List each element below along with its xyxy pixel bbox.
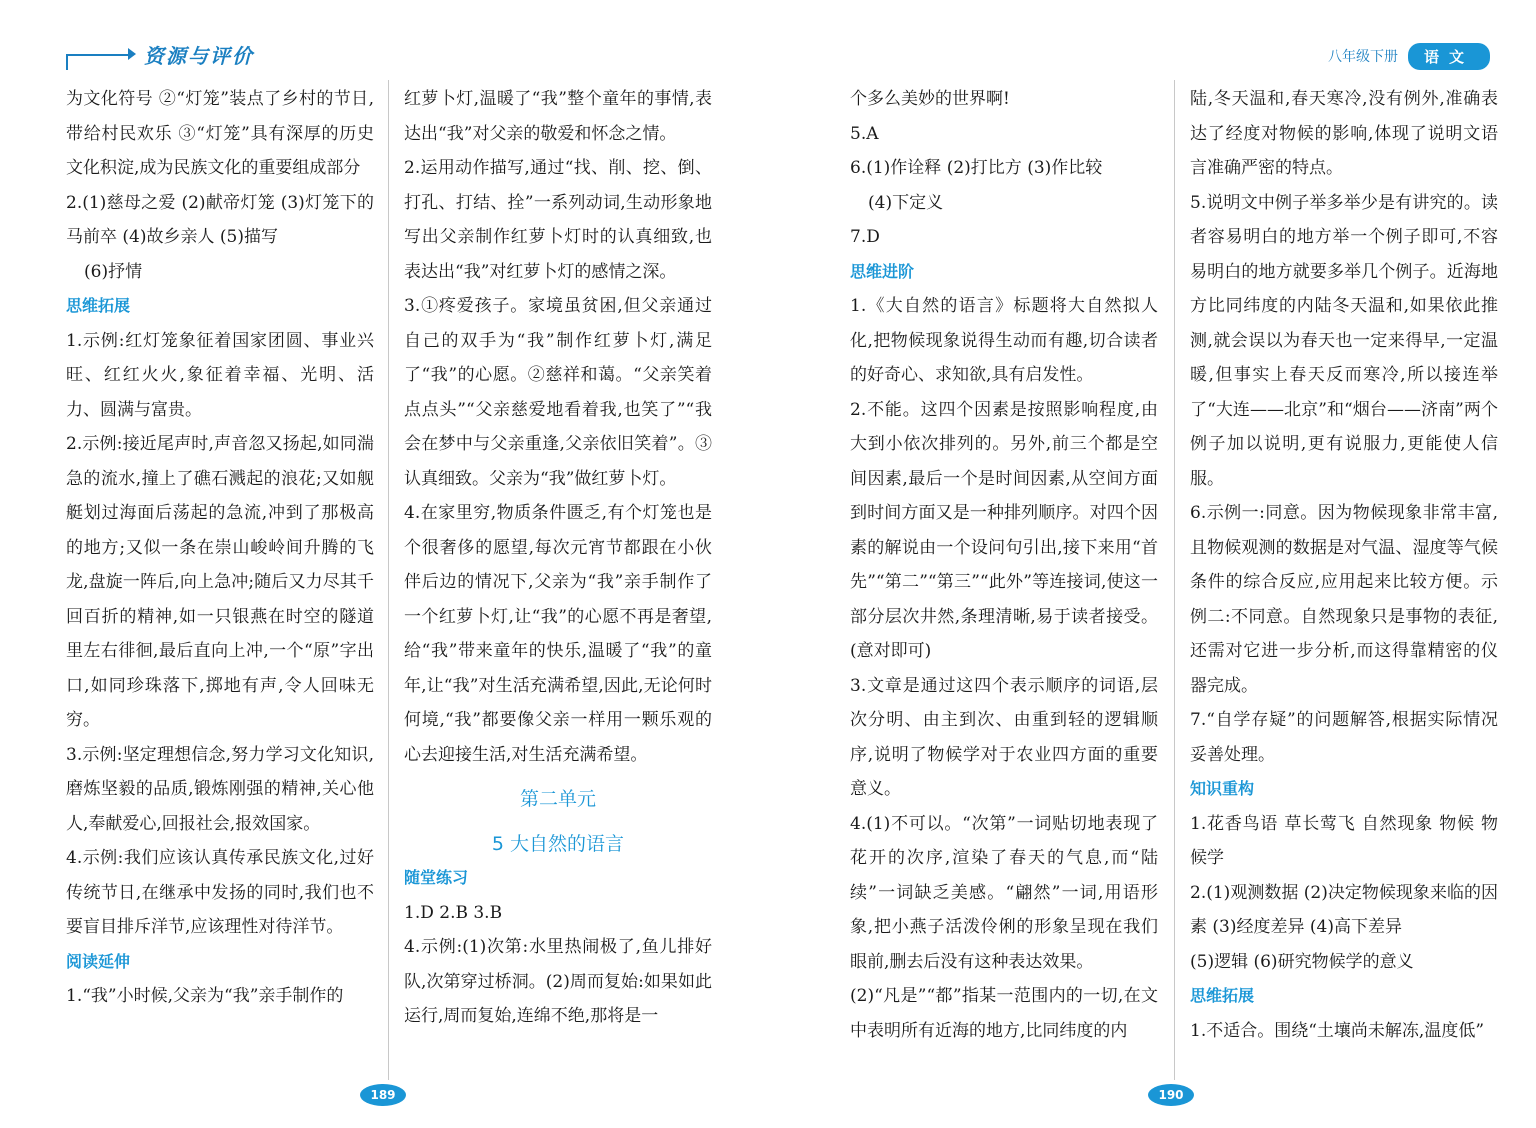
answer-column-4 bbox=[1190, 82, 1498, 1048]
answer-paragraph: 1.《大自然的语言》标题将大自然拟人化,把物候现象说得生动而有趣,切合读者的好奇心、求知欲,具有启发性。 bbox=[850, 296, 1158, 385]
grade-label: 八年级下册 bbox=[1327, 49, 1398, 65]
answer-column-3 bbox=[850, 82, 1158, 1048]
answer-paragraph: 个多么美妙的世界啊! bbox=[850, 89, 1010, 109]
section-heading: 知识重构 bbox=[1190, 779, 1255, 798]
answer-paragraph: 4.(1)不可以。“次第”一词贴切地表现了花开的次序,渲染了春天的气息,而“陆续”一词缺乏美感。“翩然”一词,用语形象,把小燕子活泼伶俐的形象呈现在我们眼前,删去后没有这种表达效果。 bbox=[850, 813, 1158, 972]
answer-paragraph: 1.D 2.B 3.B bbox=[404, 902, 503, 923]
answer-paragraph: (2)“凡是”“都”指某一范围内的一切,在文中表明所有近海的地方,比同纬度的内 bbox=[850, 986, 1158, 1041]
answer-paragraph: 3.①疼爱孩子。家境虽贫困,但父亲通过自己的双手为“我”制作红萝卜灯,满足了“我”的心愿。②慈祥和蔼。“父亲笑着点点头”“父亲慈爱地看着我,也笑了”“我会在梦中与父亲重逢,父亲依旧笑着”。③认真细致。父亲为“我”做红萝卜灯。 bbox=[404, 296, 712, 489]
column-divider bbox=[1174, 80, 1175, 1080]
answer-paragraph: 红萝卜灯,温暖了“我”整个童年的事情,表达出“我”对父亲的敬爱和怀念之情。 bbox=[404, 89, 712, 144]
answer-paragraph: 2.运用动作描写,通过“找、削、挖、倒、打孔、打结、拴”一系列动词,生动形象地写出父亲制作红萝卜灯时的认真细致,也表达出“我”对红萝卜灯的感情之深。 bbox=[404, 158, 712, 282]
answer-paragraph: 1.花香鸟语 草长莺飞 自然现象 物候 物候学 bbox=[1190, 813, 1498, 868]
answer-paragraph: 5.A bbox=[850, 123, 879, 144]
answer-paragraph: 3.示例:坚定理想信念,努力学习文化知识,磨炼坚毅的品质,锻炼刚强的精神,关心他人,奉献爱心,回报社会,报效国家。 bbox=[66, 744, 374, 834]
header-bracket-line bbox=[66, 54, 68, 70]
answer-paragraph: 4.在家里穷,物质条件匮乏,有个灯笼也是个很奢侈的愿望,每次元宵节都跟在小伙伴后边的情况下,父亲为“我”亲手制作了一个红萝卜灯,让“我”的心愿不再是奢望,给“我”带来童年的快乐,温暖了“我”的童年,让“我”对生活充满希望,因此,无论何时何境,“我”都要像父亲一样用一颗乐观的心去迎接生活,对生活充满希望。 bbox=[404, 503, 712, 765]
answer-paragraph: 4.示例:(1)次第:水里热闹极了,鱼儿排好队,次第穿过桥洞。(2)周而复始:如果如此运行,周而复始,连绵不绝,那将是一 bbox=[404, 937, 712, 1026]
answer-paragraph: (5)逻辑 (6)研究物候学的意义 bbox=[1190, 951, 1414, 972]
answer-paragraph: 2.不能。这四个因素是按照影响程度,由大到小依次排列的。另外,前三个都是空间因素,最后一个是时间因素,从空间方面到时间方面又是一种排列顺序。对四个因素的解说由一个设问句引出,接下来用“首先”“第二”“第三”“此外”等连接词,使这一部分层次井然,条理清晰,易于读者接受。(意对即可) bbox=[850, 399, 1158, 661]
unit-title: 第二单元 bbox=[519, 788, 596, 810]
answer-column-2 bbox=[404, 82, 712, 1034]
column-divider bbox=[388, 80, 389, 1080]
answer-paragraph: (6)抒情 bbox=[84, 261, 143, 282]
series-title: 资源与评价 bbox=[144, 44, 254, 68]
answer-paragraph: 7.“自学存疑”的问题解答,根据实际情况妥善处理。 bbox=[1190, 710, 1498, 765]
answer-paragraph: 1.“我”小时候,父亲为“我”亲手制作的 bbox=[66, 986, 344, 1006]
answer-paragraph: 4.示例:我们应该认真传承民族文化,过好传统节日,在继承中发扬的同时,我们也不要盲目排斥洋节,应该理性对待洋节。 bbox=[66, 848, 374, 937]
series-header bbox=[66, 40, 326, 70]
answer-paragraph: 5.说明文中例子举多举少是有讲究的。读者容易明白的地方举一个例子即可,不容易明白的地方就要多举几个例子。近海地方比同纬度的内陆冬天温和,如果依此推测,就会误以为春天也一定来得早,一定温暖,但事实上春天反而寒冷,所以接连举了“大连——北京”和“烟台——济南”两个例子加以说明,更有说服力,更能使人信服。 bbox=[1190, 192, 1498, 489]
answer-paragraph: 6.示例一:同意。因为物候现象非常丰富,且物候观测的数据是对气温、湿度等气候条件的综合反应,应用起来比较方便。示例二:不同意。自然现象只是事物的表征,还需对它进一步分析,而这得靠精密的仪器完成。 bbox=[1190, 503, 1498, 696]
page-number-left: 189 bbox=[360, 1084, 406, 1106]
header-rule bbox=[66, 54, 130, 56]
page-number-right: 190 bbox=[1148, 1084, 1194, 1106]
section-heading: 思维拓展 bbox=[66, 296, 131, 315]
section-heading: 随堂练习 bbox=[404, 868, 469, 887]
answer-paragraph: 1.不适合。围绕“土壤尚未解冻,温度低” bbox=[1190, 1020, 1485, 1041]
answer-column-1 bbox=[66, 82, 374, 1014]
answer-paragraph: 1.示例:红灯笼象征着国家团圆、事业兴旺、红红火火,象征着幸福、光明、活力、圆满与富贵。 bbox=[66, 330, 374, 420]
answer-paragraph: (4)下定义 bbox=[868, 192, 944, 213]
answer-paragraph: 6.(1)作诠释 (2)打比方 (3)作比较 bbox=[850, 158, 1103, 178]
answer-paragraph: 为文化符号 ②“灯笼”装点了乡村的节日,带给村民欢乐 ③“灯笼”具有深厚的历史文化积淀,成为民族文化的重要组成部分 bbox=[66, 89, 374, 178]
subject-badge: 语文 bbox=[1408, 43, 1490, 70]
lesson-title: 5 大自然的语言 bbox=[491, 832, 625, 855]
answer-paragraph: 2.(1)慈母之爱 (2)献帝灯笼 (3)灯笼下的马前卒 (4)故乡亲人 (5)描写 bbox=[66, 192, 374, 247]
section-heading: 阅读延伸 bbox=[66, 951, 131, 971]
section-heading: 思维进阶 bbox=[850, 261, 915, 281]
answer-paragraph: 2.(1)观测数据 (2)决定物候现象来临的因素 (3)经度差异 (4)高下差异 bbox=[1190, 882, 1498, 937]
answer-paragraph: 陆,冬天温和,春天寒冷,没有例外,准确表达了经度对物候的影响,体现了说明文语言准确严密的特点。 bbox=[1190, 89, 1498, 178]
arrow-icon bbox=[128, 48, 136, 60]
right-page bbox=[768, 0, 1536, 1128]
section-heading: 思维拓展 bbox=[1190, 986, 1255, 1005]
grade-header bbox=[1328, 42, 1490, 70]
answer-paragraph: 3.文章是通过这四个表示顺序的词语,层次分明、由主到次、由重到轻的逻辑顺序,说明了物候学对于农业四方面的重要意义。 bbox=[850, 675, 1158, 799]
answer-paragraph: 2.示例:接近尾声时,声音忽又扬起,如同湍急的流水,撞上了礁石溅起的浪花;又如舰艇划过海面后荡起的急流,冲到了那极高的地方;又似一条在崇山峻岭间升腾的飞龙,盘旋一阵后,向上急冲;随后又力尽其千回百折的精神,如一只银燕在时空的隧道里左右徘徊,最后直向上冲,一个“原”字出口,如同珍珠落下,掷地有声,令人回味无穷。 bbox=[66, 434, 374, 730]
answer-paragraph: 7.D bbox=[850, 227, 880, 247]
